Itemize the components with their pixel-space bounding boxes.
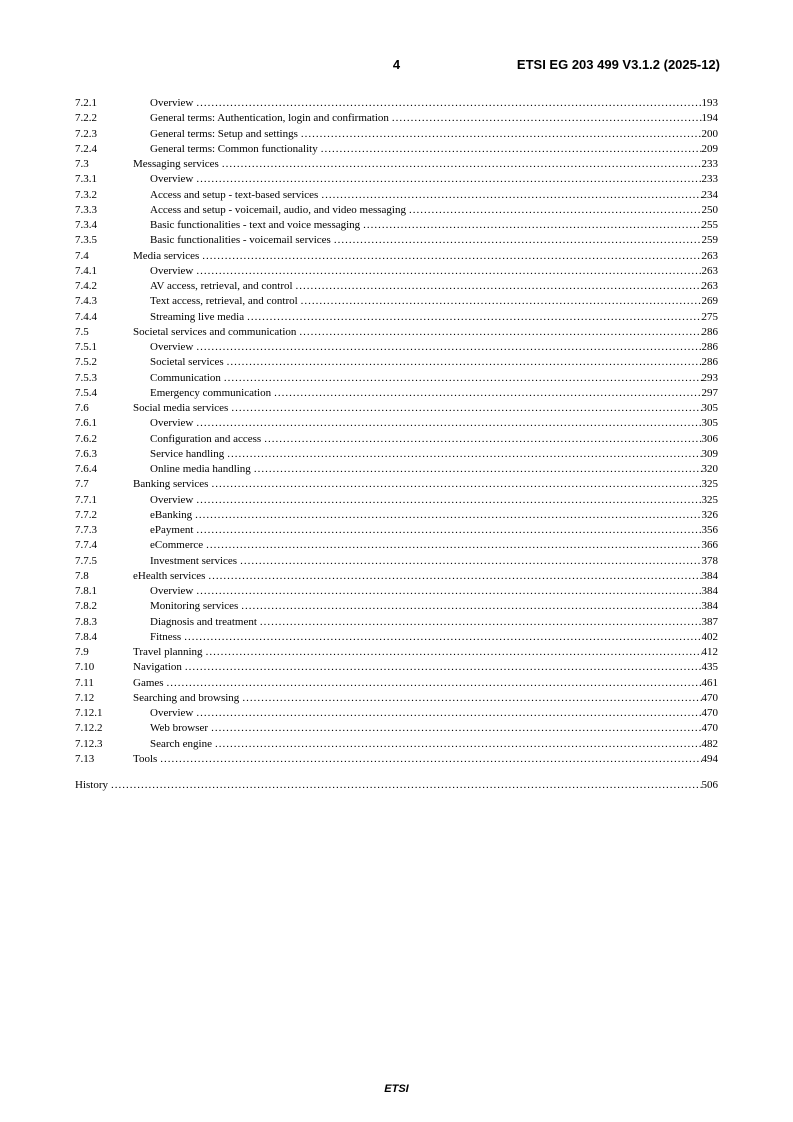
toc-entry[interactable] bbox=[75, 660, 718, 675]
toc-entry[interactable] bbox=[75, 401, 718, 416]
toc-entry-number: 7.5.2 bbox=[75, 356, 97, 369]
toc-entry-page: 470 bbox=[701, 707, 718, 719]
toc-leader-dots bbox=[193, 340, 701, 355]
toc-leader-dots bbox=[219, 157, 702, 172]
toc-entry[interactable] bbox=[75, 371, 718, 386]
toc-entry-page: 384 bbox=[701, 585, 718, 597]
toc-entry[interactable] bbox=[75, 249, 718, 264]
toc-entry-title: Overview bbox=[150, 341, 194, 353]
toc-entry-page: 402 bbox=[701, 630, 718, 643]
toc-leader-dots bbox=[271, 386, 701, 401]
toc-entry[interactable] bbox=[75, 264, 718, 279]
toc-entry-number: 7.5.3 bbox=[75, 371, 97, 384]
toc-entry-number: 7.2.3 bbox=[75, 127, 97, 140]
toc-leader-dots bbox=[239, 691, 701, 706]
toc-entry-page: 461 bbox=[701, 676, 718, 689]
toc-entry[interactable] bbox=[75, 462, 718, 477]
toc-entry-page: 320 bbox=[701, 463, 718, 475]
toc-leader-dots bbox=[296, 325, 701, 340]
toc-entry-number: 7.8 bbox=[75, 569, 89, 582]
toc-entry-page: 297 bbox=[701, 386, 718, 399]
toc-entry-number: 7.13 bbox=[75, 752, 95, 765]
toc-leader-dots bbox=[224, 355, 702, 370]
toc-entry-title: Investment services bbox=[150, 554, 238, 567]
toc-leader-dots bbox=[244, 310, 701, 325]
toc-entry-page: 269 bbox=[701, 295, 718, 308]
toc-entry-number: 7.3.3 bbox=[75, 203, 97, 216]
toc-entry[interactable] bbox=[75, 218, 718, 233]
toc-entry-title: Monitoring services bbox=[150, 600, 239, 613]
toc-entry-title: Media services bbox=[133, 249, 200, 262]
toc-entry-page: 384 bbox=[701, 600, 718, 613]
toc-leader-dots bbox=[221, 371, 702, 386]
toc-entry-page: 366 bbox=[701, 539, 718, 552]
toc-entry-number: 7.2.1 bbox=[75, 97, 97, 109]
toc-entry-page: 263 bbox=[701, 249, 718, 262]
toc-entry[interactable] bbox=[75, 706, 718, 721]
toc-entry[interactable] bbox=[75, 279, 718, 294]
toc-entry-title: Searching and browsing bbox=[133, 691, 240, 704]
toc-entry-number: 7.3.5 bbox=[75, 234, 97, 247]
toc-entry-title: ePayment bbox=[150, 524, 194, 536]
toc-entry[interactable] bbox=[75, 432, 718, 447]
toc-entry[interactable] bbox=[75, 615, 718, 630]
toc-entry-page: 309 bbox=[701, 447, 718, 460]
toc-entry[interactable] bbox=[75, 294, 718, 309]
toc-leader-dots bbox=[181, 630, 701, 645]
toc-entry-page: 286 bbox=[701, 356, 718, 369]
toc-leader-dots bbox=[164, 676, 702, 691]
toc-entry-number: 7.5.4 bbox=[75, 386, 97, 399]
toc-leader-dots bbox=[208, 477, 701, 492]
toc-leader-dots bbox=[212, 737, 702, 752]
toc-entry-number: 7.8.3 bbox=[75, 615, 97, 628]
toc-entry-page: 470 bbox=[701, 722, 718, 735]
toc-entry-page: 482 bbox=[701, 737, 718, 750]
toc-entry-title: Emergency communication bbox=[150, 386, 272, 399]
toc-entry[interactable] bbox=[75, 538, 718, 553]
toc-entry-page: 259 bbox=[701, 234, 718, 247]
toc-entry-page: 200 bbox=[701, 127, 718, 140]
toc-entry[interactable] bbox=[75, 691, 718, 706]
toc-entry-title: Overview bbox=[150, 417, 194, 430]
toc-entry-history[interactable] bbox=[75, 778, 718, 793]
toc-entry-number: 7.5.1 bbox=[75, 341, 97, 353]
toc-entry-page: 384 bbox=[701, 569, 718, 582]
toc-entry-page: 275 bbox=[701, 310, 718, 323]
toc-entry-page: 193 bbox=[701, 97, 718, 109]
toc-entry-number: 7.7.4 bbox=[75, 539, 97, 552]
toc-entry-title: Messaging services bbox=[133, 158, 219, 170]
toc-entry[interactable] bbox=[75, 721, 718, 736]
toc-entry[interactable] bbox=[75, 599, 718, 614]
toc-entry[interactable] bbox=[75, 523, 718, 538]
toc-entry[interactable] bbox=[75, 676, 718, 691]
toc-entry-title: Games bbox=[133, 676, 164, 689]
toc-entry-number: 7.7.5 bbox=[75, 554, 97, 567]
toc-entry-number: 7.6.1 bbox=[75, 417, 97, 430]
toc-entry[interactable] bbox=[75, 157, 718, 172]
toc-entry[interactable] bbox=[75, 310, 718, 325]
toc-leader-dots bbox=[199, 249, 701, 264]
footer-brand: ETSI bbox=[384, 1083, 409, 1095]
toc-entry-number: 7.5 bbox=[75, 325, 89, 338]
doc-reference: ETSI EG 203 499 V3.1.2 (2025-12) bbox=[516, 57, 720, 72]
toc-leader-dots bbox=[203, 645, 702, 660]
toc-entry-title: eHealth services bbox=[133, 569, 206, 582]
toc-entry-number: 7.2.4 bbox=[75, 142, 97, 155]
table-of-contents bbox=[75, 96, 718, 793]
toc-entry[interactable] bbox=[75, 477, 718, 492]
toc-entry-page: 435 bbox=[701, 661, 718, 674]
toc-entry-page: 378 bbox=[701, 554, 718, 567]
toc-entry-number: 7.7 bbox=[75, 478, 89, 491]
toc-entry-page: 263 bbox=[701, 264, 718, 277]
toc-leader-dots bbox=[193, 96, 701, 111]
toc-entry-number: 7.3.2 bbox=[75, 188, 97, 201]
toc-leader-dots bbox=[205, 569, 701, 584]
toc-entry-page: 325 bbox=[701, 478, 718, 491]
toc-entry[interactable] bbox=[75, 737, 718, 752]
toc-entry-title: Configuration and access bbox=[150, 432, 262, 445]
toc-entry-title: General terms: Common functionality bbox=[150, 142, 318, 155]
toc-leader-dots bbox=[251, 462, 702, 477]
toc-leader-dots bbox=[193, 706, 701, 721]
toc-entry-number: 7.3.4 bbox=[75, 219, 97, 231]
toc-entry-title: Access and setup - text-based services bbox=[150, 188, 319, 201]
toc-entry[interactable] bbox=[75, 188, 718, 203]
toc-entry-page: 387 bbox=[701, 615, 718, 628]
toc-entry-number: 7.11 bbox=[75, 676, 94, 689]
toc-entry-number: 7.3 bbox=[75, 158, 89, 170]
toc-entry[interactable] bbox=[75, 569, 718, 584]
toc-entry-title: Web browser bbox=[150, 722, 209, 735]
toc-entry-title: General terms: Setup and settings bbox=[150, 127, 298, 140]
toc-leader-dots bbox=[261, 432, 701, 447]
toc-entry-number: 7.4 bbox=[75, 249, 89, 262]
toc-entry[interactable] bbox=[75, 645, 718, 660]
toc-leader-dots bbox=[298, 294, 702, 309]
toc-entry[interactable] bbox=[75, 752, 718, 767]
toc-leader-dots bbox=[193, 493, 701, 508]
toc-entry-title: Overview bbox=[150, 97, 194, 109]
toc-entry-number: 7.8.4 bbox=[75, 630, 97, 643]
toc-entry-title: Overview bbox=[150, 173, 194, 186]
toc-entry-page: 234 bbox=[701, 188, 718, 201]
toc-entry[interactable] bbox=[75, 584, 718, 599]
page-header bbox=[75, 57, 718, 73]
toc-entry-number: 7.6.3 bbox=[75, 447, 97, 460]
toc-entry-page: 286 bbox=[701, 325, 718, 338]
toc-entry-title: General terms: Authentication, login and confirmation bbox=[150, 112, 389, 125]
toc-entry-number: 7.12.2 bbox=[75, 722, 103, 735]
toc-entry-number: 7.12.1 bbox=[75, 707, 103, 719]
toc-entry-page: 306 bbox=[701, 432, 718, 445]
toc-entry-page: 494 bbox=[701, 752, 718, 765]
toc-entry[interactable] bbox=[75, 340, 718, 355]
toc-entry-title: Overview bbox=[150, 493, 194, 506]
toc-entry-title: Basic functionalities - text and voice messaging bbox=[150, 219, 361, 231]
toc-entry[interactable] bbox=[75, 325, 718, 340]
toc-entry-title: Banking services bbox=[133, 478, 209, 491]
toc-leader-dots bbox=[237, 554, 701, 569]
toc-entry-number: 7.7.2 bbox=[75, 508, 97, 521]
toc-entry-number: 7.9 bbox=[75, 646, 89, 658]
toc-entry[interactable] bbox=[75, 554, 718, 569]
toc-entry-title: Overview bbox=[150, 585, 194, 597]
toc-entry[interactable] bbox=[75, 142, 718, 157]
toc-entry-page: 255 bbox=[701, 219, 718, 231]
toc-entry[interactable] bbox=[75, 508, 718, 523]
toc-entry[interactable] bbox=[75, 127, 718, 142]
toc-entry-page: 356 bbox=[701, 524, 718, 536]
toc-leader-dots bbox=[257, 615, 702, 630]
toc-entry-page: 233 bbox=[701, 173, 718, 186]
toc-entry-title: Navigation bbox=[133, 661, 182, 674]
toc-entry[interactable] bbox=[75, 416, 718, 431]
toc-entry-number: 7.4.4 bbox=[75, 310, 97, 323]
toc-entry-page: 412 bbox=[701, 646, 718, 658]
toc-entry-page: 305 bbox=[701, 402, 718, 414]
toc-entry[interactable] bbox=[75, 233, 718, 248]
toc-entry-number: 7.12.3 bbox=[75, 737, 103, 750]
toc-entry-page: 470 bbox=[701, 691, 718, 704]
toc-entry-number: 7.12 bbox=[75, 691, 95, 704]
toc-entry-title: Overview bbox=[150, 264, 194, 277]
toc-entry-title: Fitness bbox=[150, 630, 182, 643]
toc-entry-page: 209 bbox=[701, 142, 718, 155]
toc-leader-dots bbox=[193, 584, 701, 599]
toc-entry-title: eBanking bbox=[150, 508, 193, 521]
toc-entry-page: 263 bbox=[701, 280, 718, 292]
toc-entry-number: 7.6.2 bbox=[75, 432, 97, 445]
toc-leader-dots bbox=[193, 523, 701, 538]
toc-leader-dots bbox=[193, 264, 701, 279]
toc-entry-number: 7.6.4 bbox=[75, 463, 97, 475]
toc-entry-page: 325 bbox=[701, 493, 718, 506]
toc-entry-number: 7.2.2 bbox=[75, 112, 97, 125]
toc-entry-number: 7.4.2 bbox=[75, 280, 97, 292]
toc-entry-number: 7.6 bbox=[75, 402, 89, 414]
toc-entry[interactable] bbox=[75, 203, 718, 218]
toc-entry[interactable] bbox=[75, 386, 718, 401]
toc-entry-title: Travel planning bbox=[133, 646, 203, 658]
toc-entry-title: Service handling bbox=[150, 447, 225, 460]
toc-entry-title: Basic functionalities - voicemail services bbox=[150, 234, 331, 247]
toc-entry-page: 326 bbox=[701, 508, 718, 521]
toc-leader-dots bbox=[360, 218, 701, 233]
toc-entry-title: Diagnosis and treatment bbox=[150, 615, 257, 628]
toc-leader-dots bbox=[228, 401, 701, 416]
toc-entry-number: 7.7.3 bbox=[75, 524, 97, 536]
toc-leader-dots bbox=[193, 416, 701, 431]
toc-entry-number: 7.7.1 bbox=[75, 493, 97, 506]
toc-entry-page: 286 bbox=[701, 341, 718, 353]
toc-entry-number: 7.4.1 bbox=[75, 264, 97, 277]
toc-entry-number: 7.8.1 bbox=[75, 585, 97, 597]
toc-entry-title: Text access, retrieval, and control bbox=[150, 295, 298, 308]
toc-entry-title: Tools bbox=[133, 752, 158, 765]
toc-entry-title: Online media handling bbox=[150, 463, 251, 475]
toc-entry[interactable] bbox=[75, 447, 718, 462]
toc-leader-dots bbox=[238, 599, 701, 614]
toc-leader-dots bbox=[224, 447, 701, 462]
toc-leader-dots bbox=[157, 752, 701, 767]
toc-leader-dots bbox=[108, 778, 702, 793]
toc-leader-dots bbox=[318, 142, 702, 157]
toc-entry[interactable] bbox=[75, 111, 718, 126]
toc-leader-dots bbox=[331, 233, 702, 248]
toc-entry-title: History bbox=[75, 779, 108, 791]
toc-entry-number: 7.10 bbox=[75, 661, 95, 674]
toc-entry-title: AV access, retrieval, and control bbox=[150, 280, 293, 292]
toc-leader-dots bbox=[192, 508, 701, 523]
toc-entry-title: Streaming live media bbox=[150, 310, 245, 323]
toc-entry-title: Social media services bbox=[133, 402, 229, 414]
toc-entry[interactable] bbox=[75, 630, 718, 645]
toc-entry-page: 194 bbox=[701, 112, 718, 125]
toc-entry-title: Communication bbox=[150, 371, 221, 384]
toc-entry[interactable] bbox=[75, 355, 718, 370]
toc-entry[interactable] bbox=[75, 172, 718, 187]
toc-entry-title: Search engine bbox=[150, 737, 212, 750]
toc-entry-page: 305 bbox=[701, 417, 718, 430]
toc-leader-dots bbox=[389, 111, 702, 126]
toc-entry-number: 7.3.1 bbox=[75, 173, 97, 186]
toc-leader-dots bbox=[193, 172, 701, 187]
toc-leader-dots bbox=[208, 721, 701, 736]
toc-entry-title: Overview bbox=[150, 707, 194, 719]
toc-entry-title: Access and setup - voicemail, audio, and video messaging bbox=[150, 203, 406, 216]
toc-entry-page: 293 bbox=[701, 371, 718, 384]
toc-leader-dots bbox=[318, 188, 701, 203]
toc-leader-dots bbox=[293, 279, 702, 294]
toc-leader-dots bbox=[406, 203, 702, 218]
toc-entry-title: Societal services and communication bbox=[133, 325, 297, 338]
toc-entry-number: 7.8.2 bbox=[75, 600, 97, 613]
page-number: 4 bbox=[392, 57, 401, 72]
toc-entry-number: 7.4.3 bbox=[75, 295, 97, 308]
toc-entry-page: 506 bbox=[701, 779, 718, 791]
toc-entry[interactable] bbox=[75, 493, 718, 508]
toc-entry-page: 250 bbox=[701, 203, 718, 216]
toc-leader-dots bbox=[182, 660, 702, 675]
toc-leader-dots bbox=[298, 127, 702, 142]
toc-entry[interactable] bbox=[75, 96, 718, 111]
toc-leader-dots bbox=[203, 538, 701, 553]
toc-entry-page: 233 bbox=[701, 158, 718, 170]
toc-entry-title: eCommerce bbox=[150, 539, 204, 552]
toc-entry-title: Societal services bbox=[150, 356, 224, 369]
